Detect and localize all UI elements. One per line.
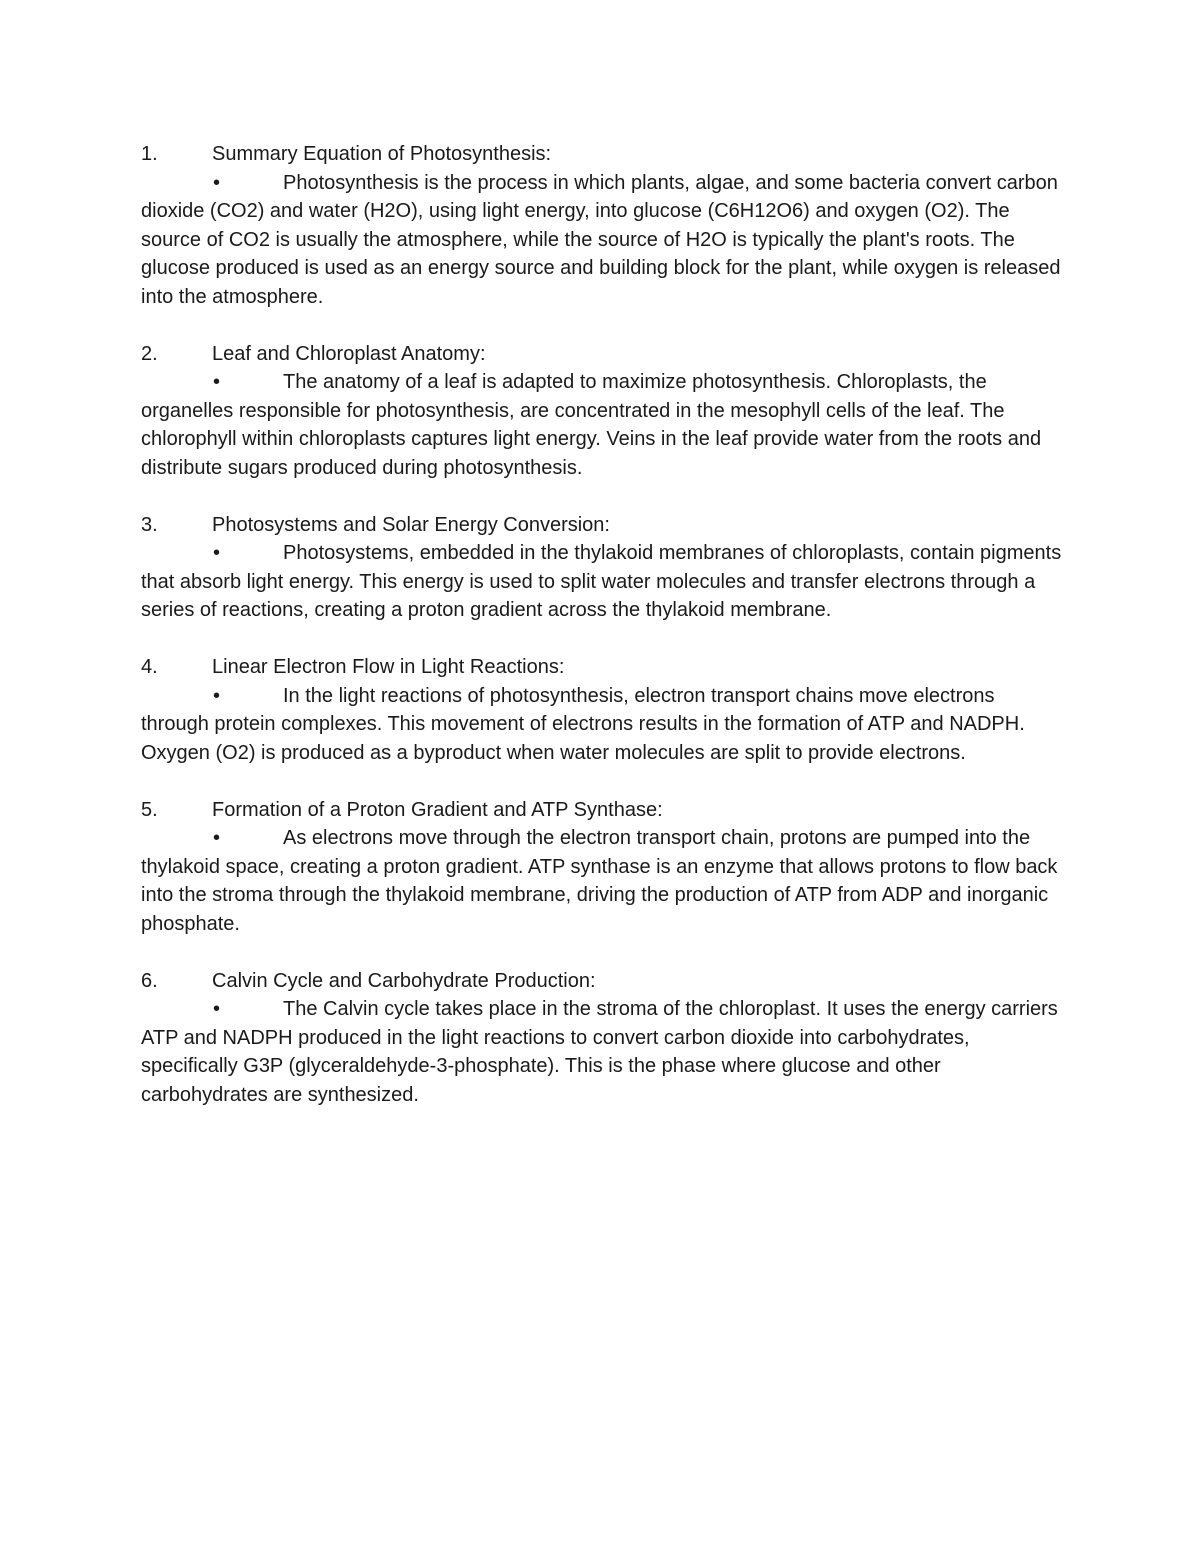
- section-heading: [141, 967, 1066, 996]
- section-title: Linear Electron Flow in Light Reactions:: [212, 656, 565, 678]
- section-2: [141, 340, 1066, 483]
- bullet-icon: •: [213, 371, 221, 393]
- section-number: 3.: [141, 513, 158, 536]
- paragraph-text: Photosynthesis is the process in which plants, algae, and some bacteria convert carbon dioxide (CO2) and water (H2O), using light energy, into glucose (C6H12O6) and oxygen (O2). The source of CO2 is usually the atmosphere, while the source of H2O is typically the plant's roots. The glucose produced is used as an energy source and building block for the plant, while oxygen is released into the atmosphere.: [141, 171, 1061, 308]
- section-6: [141, 967, 1066, 1110]
- section-number: 5.: [141, 798, 158, 821]
- bullet-icon: •: [213, 998, 221, 1020]
- bullet-paragraph: [141, 995, 1066, 1109]
- section-number: 4.: [141, 656, 158, 678]
- bullet-icon: •: [213, 684, 221, 707]
- section-title: Summary Equation of Photosynthesis:: [212, 143, 552, 165]
- section-3: [141, 511, 1066, 625]
- paragraph-text: The anatomy of a leaf is adapted to maximize photosynthesis. Chloroplasts, the organelles responsible for photosynthesis, are concentrated in the mesophyll cells of the leaf. The chlorophyll within chloroplasts captures light energy. Veins in the leaf provide water from the roots and distribute sugars produced during photosynthesis.: [141, 371, 1042, 479]
- section-5: [141, 796, 1066, 939]
- section-heading: [141, 653, 1066, 682]
- section-number: 1.: [141, 143, 158, 165]
- bullet-paragraph: [141, 824, 1066, 938]
- document-body: [141, 140, 1066, 1138]
- paragraph-text: The Calvin cycle takes place in the stroma of the chloroplast. It uses the energy carriers ATP and NADPH produced in the light reactions to convert carbon dioxide into carbohydrates, specifically G3P (glyceraldehyde-3-phosphate). This is the phase where glucose and other carbohydrates are synthesized.: [141, 998, 1058, 1106]
- bullet-paragraph: [141, 169, 1066, 312]
- paragraph-text: In the light reactions of photosynthesis, electron transport chains move electrons through protein complexes. This movement of electrons results in the formation of ATP and NADPH. Oxygen (O2) is produced as a byproduct when water molecules are split to provide electrons.: [141, 684, 1025, 764]
- bullet-paragraph: [141, 368, 1066, 482]
- bullet-icon: •: [213, 827, 221, 849]
- section-number: 6.: [141, 969, 158, 992]
- section-title: Photosystems and Solar Energy Conversion:: [212, 513, 610, 536]
- bullet-paragraph: [141, 539, 1066, 625]
- section-title: Formation of a Proton Gradient and ATP Synthase:: [212, 798, 663, 821]
- bullet-paragraph: [141, 682, 1066, 768]
- section-heading: [141, 796, 1066, 825]
- section-heading: [141, 511, 1066, 540]
- paragraph-text: Photosystems, embedded in the thylakoid membranes of chloroplasts, contain pigments that absorb light energy. This energy is used to split water molecules and transfer electrons through a series of reactions, creating a proton gradient across the thylakoid membrane.: [141, 542, 1062, 621]
- section-title: Leaf and Chloroplast Anatomy:: [212, 342, 486, 365]
- bullet-icon: •: [213, 542, 221, 564]
- section-number: 2.: [141, 342, 158, 365]
- section-4: [141, 653, 1066, 767]
- section-heading: [141, 140, 1066, 169]
- section-title: Calvin Cycle and Carbohydrate Production:: [212, 969, 596, 992]
- bullet-icon: •: [213, 171, 221, 194]
- section-heading: [141, 340, 1066, 369]
- paragraph-text: As electrons move through the electron transport chain, protons are pumped into the thylakoid space, creating a proton gradient. ATP synthase is an enzyme that allows protons to flow back into the stroma through the thylakoid membrane, driving the production of ATP from ADP and inorganic phosphate.: [141, 827, 1058, 935]
- section-1: [141, 140, 1066, 311]
